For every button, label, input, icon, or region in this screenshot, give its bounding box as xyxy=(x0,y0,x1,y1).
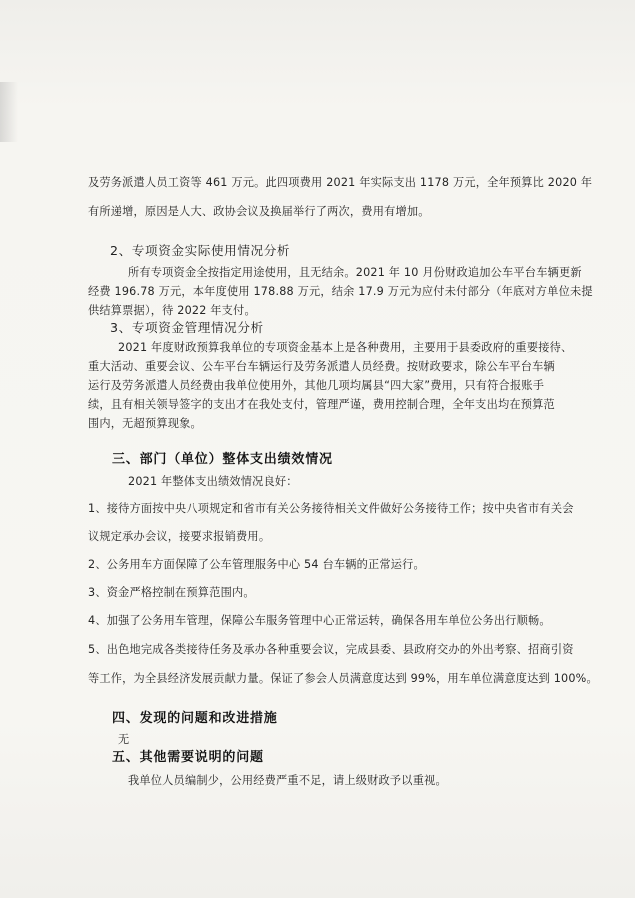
section-2-line-1: 所有专项资金全按指定用途使用，且无结余。2021 年 10 月份财政追加公车平台车辆更新 xyxy=(128,266,582,279)
part-5-content: 我单位人员编制少，公用经费严重不足，请上级财政予以重视。 xyxy=(128,774,447,787)
part-4-content: 无 xyxy=(118,733,130,746)
section-2-line-2: 经费 196.78 万元，本年度使用 178.88 万元，结余 17.9 万元为应付未付部分（年底对方单位未提 xyxy=(88,285,593,298)
section-3-line-3: 运行及劳务派遣人员经费由我单位使用外，其他几项均属县“四大家”费用，只有符合报账手 xyxy=(88,379,545,392)
part-3-intro: 2021 年整体支出绩效情况良好： xyxy=(128,475,298,488)
part-3-item-5-line-2: 等工作，为全县经济发展贡献力量。保证了参会人员满意度达到 99%，用车单位满意度达到 100%。 xyxy=(88,672,598,685)
section-3-line-5: 围内，无超预算现象。 xyxy=(88,417,202,430)
paragraph-1-line-1: 及劳务派遣人员工资等 461 万元。此四项费用 2021 年实际支出 1178 万元，全年预算比 2020 年 xyxy=(88,176,593,189)
part-3-heading: 三、部门（单位）整体支出绩效情况 xyxy=(112,452,333,467)
part-3-item-3: 3、资金严格控制在预算范围内。 xyxy=(88,586,255,599)
section-2-line-3: 供结算票据），待 2022 年支付。 xyxy=(88,304,256,317)
part-3-item-4: 4、加强了公务用车管理，保障公车服务管理中心正常运转，确保各用车单位公务出行顺畅。 xyxy=(88,614,551,627)
part-5-heading: 五、其他需要说明的问题 xyxy=(112,750,264,765)
section-2-heading: 2、专项资金实际使用情况分析 xyxy=(110,243,291,258)
section-3-line-2: 重大活动、重要会议、公车平台车辆运行及劳务派遣人员经费。按财政要求，除公车平台车辆 xyxy=(88,360,555,373)
part-3-item-2: 2、公务用车方面保障了公车管理服务中心 54 台车辆的正常运行。 xyxy=(88,558,425,571)
part-3-item-5-line-1: 5、出色地完成各类接待任务及承办各种重要会议，完成县委、县政府交办的外出考察、招商引资 xyxy=(88,643,574,656)
section-3-line-1: 2021 年度财政预算我单位的专项资金基本上是各种费用，主要用于县委政府的重要接待、 xyxy=(118,341,573,354)
section-3-heading: 3、专项资金管理情况分析 xyxy=(110,320,264,335)
paragraph-1-line-2: 有所递增，原因是人大、政协会议及换届举行了两次，费用有增加。 xyxy=(88,205,430,218)
part-4-heading: 四、发现的问题和改进措施 xyxy=(112,711,278,726)
scan-shadow xyxy=(0,82,18,142)
part-3-item-1-line-1: 1、接待方面按中央八项规定和省市有关公务接待相关文件做好公务接待工作；按中央省市有关会 xyxy=(88,502,574,515)
part-3-item-1-line-2: 议规定承办会议，接要求报销费用。 xyxy=(88,530,271,543)
section-3-line-4: 续，且有相关领导签字的支出才在我处支付，管理严谨，费用控制合理，全年支出均在预算范 xyxy=(88,398,555,411)
